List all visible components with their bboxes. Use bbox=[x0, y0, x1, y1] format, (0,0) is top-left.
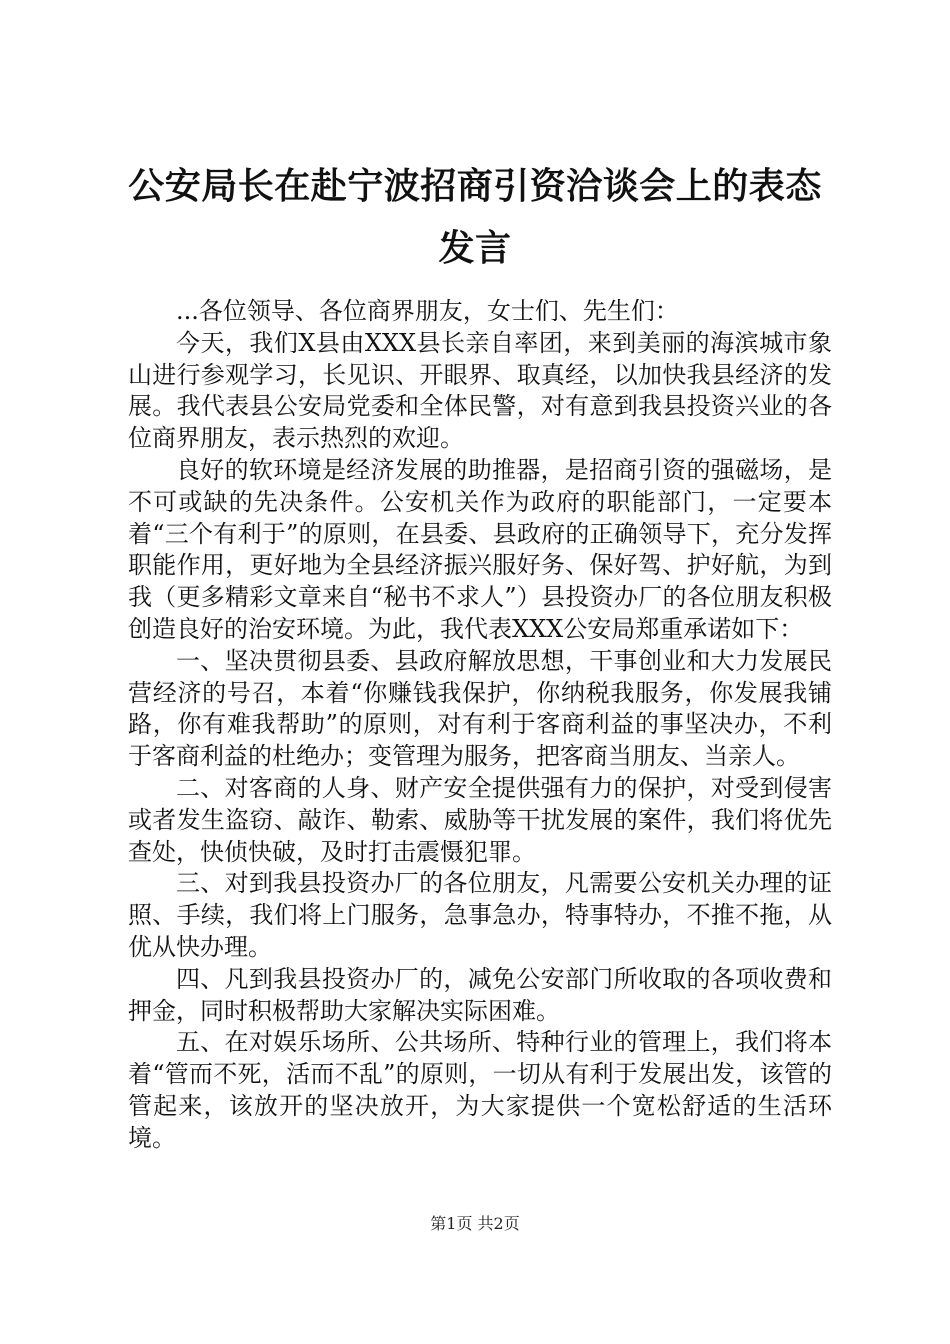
commitment-two-paragraph: 二、对客商的人身、财产安全提供强有力的保护，对受到侵害或者发生盗窃、敲诈、勒索、威胁等干扰发展的案件，我们将优先查处，快侦快破，及时打击震慑犯罪。 bbox=[128, 773, 832, 866]
intro-paragraph: 今天，我们X县由XXX县长亲自率团，来到美丽的海滨城市象山进行参观学习，长见识、开眼界、取真经，以加快我县经济的发展。我代表县公安局党委和全体民警，对有意到我县投资兴业的各位商界朋友，表示热烈的欢迎。 bbox=[128, 328, 832, 453]
commitment-three-paragraph: 三、对到我县投资办厂的各位朋友，凡需要公安机关办理的证照、手续，我们将上门服务，急事急办，特事特办，不推不拖，从优从快办理。 bbox=[128, 869, 832, 961]
commitment-one-paragraph: 一、坚决贯彻县委、县政府解放思想，干事创业和大力发展民营经济的号召，本着“你赚钱我保护，你纳税我服务，你发展我铺路，你有难我帮助”的原则，对有利于客商利益的事坚决办，不利于客商利益的杜绝办；变管理为服务，把客商当朋友、当亲人。 bbox=[128, 646, 832, 771]
environment-paragraph: 良好的软环境是经济发展的助推器，是招商引资的强磁场，是不可或缺的先决条件。公安机关作为政府的职能部门，一定要本着“三个有利于”的原则，在县委、县政府的正确领导下，充分发挥职能作用，更好地为全县经济振兴服好务、保好驾、护好航，为到我（更多精彩文章来自“秘书不求人”）县投资办厂的各位朋友积极创造良好的治安环境。为此，我代表XXX公安局郑重承诺如下： bbox=[128, 455, 832, 643]
document-title: 公安局长在赴宁波招商引资洽谈会上的表态发言 bbox=[128, 166, 822, 269]
greeting-paragraph: ...各位领导、各位商界朋友，女士们、先生们： bbox=[176, 297, 679, 325]
commitment-five-paragraph: 五、在对娱乐场所、公共场所、特种行业的管理上，我们将本着“管而不死，活而不乱”的原则，一切从有利于发展出发，该管的管起来，该放开的坚决放开，为大家提供一个宽松舒适的生活环境。 bbox=[128, 1028, 832, 1152]
commitment-four-paragraph: 四、凡到我县投资办厂的，减免公安部门所收取的各项收费和押金，同时积极帮助大家解决实际困难。 bbox=[128, 964, 832, 1025]
page-number-footer: 第1页 共2页 bbox=[430, 1214, 520, 1233]
document-body bbox=[128, 296, 832, 1155]
